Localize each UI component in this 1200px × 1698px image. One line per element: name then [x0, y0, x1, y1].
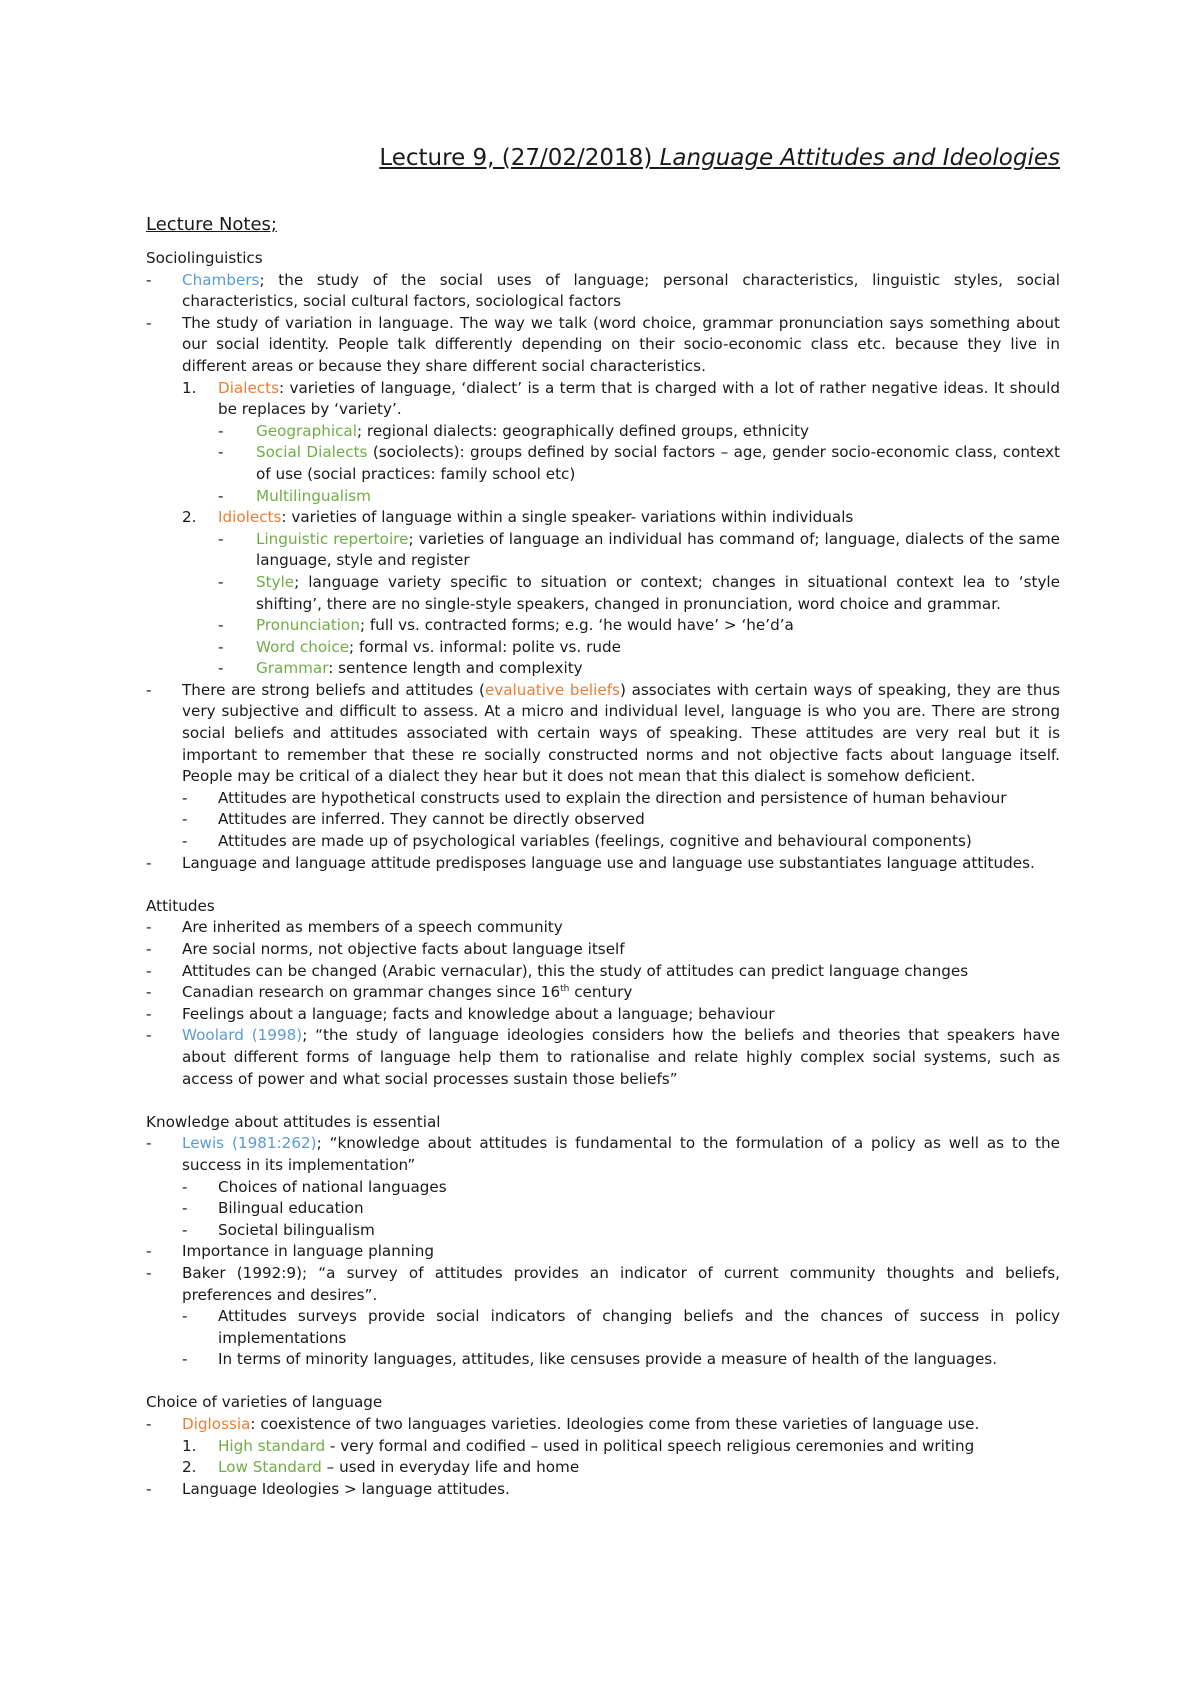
- item-text: ; “the study of language ideologies considers how the beliefs and theories that speakers have about different forms of language help them to rationalise and relate highly complex social systems, such as access of power and what social processes sustain those beliefs”: [182, 1026, 1061, 1088]
- item-text: Attitudes are made up of psychological variables (feelings, cognitive and behavioural components): [218, 832, 972, 851]
- highlighted-term: Dialects: [218, 378, 280, 397]
- item-text: Bilingual education: [218, 1199, 364, 1218]
- list-item: [146, 378, 1060, 421]
- item-text: Attitudes can be changed (Arabic vernacular), this the study of attitudes can predict language changes: [182, 961, 969, 980]
- list-marker: -: [218, 443, 224, 462]
- highlighted-term: Geographical: [256, 421, 357, 440]
- list-marker: -: [182, 1199, 188, 1218]
- list-marker: -: [146, 1134, 152, 1153]
- item-text: century: [569, 983, 633, 1002]
- list-item: [146, 270, 1060, 313]
- section: [146, 1112, 1060, 1371]
- highlighted-term: Multilingualism: [256, 486, 371, 505]
- list-item: [146, 529, 1060, 572]
- list-marker: -: [146, 918, 152, 937]
- title-italic: Language Attitudes and Ideologies: [659, 145, 1060, 171]
- list-item: [146, 1479, 1060, 1501]
- list-item: [146, 939, 1060, 961]
- item-text: : varieties of language within a single speaker- variations within individuals: [281, 508, 854, 527]
- list-item: [146, 1263, 1060, 1306]
- list-item: [146, 982, 1060, 1004]
- item-text: ; “knowledge about attitudes is fundamental to the formulation of a policy as well as to the success in its implementation”: [182, 1134, 1060, 1174]
- list-marker: -: [182, 788, 188, 807]
- list-item: [146, 1220, 1060, 1242]
- highlighted-term: Woolard (1998): [182, 1026, 303, 1045]
- highlighted-term: High standard: [218, 1436, 326, 1455]
- item-text: Choices of national languages: [218, 1177, 447, 1196]
- list-marker: -: [146, 313, 152, 332]
- highlighted-term: Idiolects: [218, 508, 282, 527]
- list-item: [146, 1349, 1060, 1371]
- list-item: [146, 658, 1060, 680]
- section: [146, 248, 1060, 874]
- highlighted-term: Pronunciation: [256, 616, 360, 635]
- list-item: [146, 572, 1060, 615]
- item-text: Feelings about a language; facts and knowledge about a language; behaviour: [182, 1004, 775, 1023]
- item-text: The study of variation in language. The way we talk (word choice, grammar pronunciation says something about our social identity. People talk differently depending on their socio-economic class etc. because they live in different areas or because they share different social characteristics.: [182, 313, 1060, 375]
- highlighted-term: Diglossia: [182, 1415, 251, 1434]
- list-marker: -: [182, 1220, 188, 1239]
- list-marker: -: [182, 832, 188, 851]
- item-text: Attitudes surveys provide social indicators of changing beliefs and the chances of success in policy implementations: [218, 1307, 1060, 1347]
- list-item: [146, 1177, 1060, 1199]
- item-text: ; formal vs. informal: polite vs. rude: [349, 637, 621, 656]
- section: [146, 1392, 1060, 1500]
- list-marker: -: [218, 529, 224, 548]
- item-text: ; language variety specific to situation or context; changes in situational context lea to ‘style shifting’, there are no single-style speakers, changed in pronunciation, word choice and grammar.: [256, 572, 1060, 613]
- list-marker: -: [182, 810, 188, 829]
- list-item: [146, 917, 1060, 939]
- list-marker: -: [218, 572, 224, 591]
- item-text: : sentence length and complexity: [328, 659, 583, 678]
- list-item: [146, 1198, 1060, 1220]
- highlighted-term: evaluative beliefs: [484, 680, 620, 699]
- title-prefix: Lecture 9, (27/02/2018): [379, 145, 660, 171]
- section-heading: Attitudes: [146, 896, 215, 915]
- section-heading: Choice of varieties of language: [146, 1393, 383, 1412]
- highlighted-term: Linguistic repertoire: [256, 529, 409, 548]
- item-text: th: [560, 984, 570, 995]
- list-item: [146, 1436, 1060, 1458]
- highlighted-term: Low Standard: [218, 1458, 322, 1477]
- item-text: Are inherited as members of a speech community: [182, 918, 563, 937]
- section-heading: Sociolinguistics: [146, 249, 263, 267]
- item-text: : coexistence of two languages varieties. Ideologies come from these varieties of language use.: [250, 1415, 980, 1434]
- item-text: Attitudes are hypothetical constructs used to explain the direction and persistence of human behaviour: [218, 788, 1007, 807]
- section-gap: [146, 1090, 1060, 1112]
- list-item: [146, 961, 1060, 983]
- list-marker: 2.: [182, 508, 197, 527]
- list-marker: -: [218, 659, 224, 678]
- item-text: (sociolects): groups defined by social factors – age, gender socio-economic class, context of use (social practices: family school etc): [256, 443, 1061, 483]
- list-marker: -: [146, 853, 152, 872]
- item-text: Language and language attitude predisposes language use and language use substantiates language attitudes.: [182, 853, 1035, 872]
- highlighted-term: Lewis (1981:262): [182, 1134, 317, 1153]
- list-item: [146, 853, 1060, 875]
- lecture-notes-heading: Lecture Notes;: [146, 214, 278, 235]
- list-marker: -: [218, 486, 224, 505]
- item-text: Language Ideologies > language attitudes.: [182, 1479, 510, 1498]
- list-marker: -: [146, 1004, 152, 1023]
- item-text: ; the study of the social uses of language; personal characteristics, linguistic styles, social characteristics, social cultural factors, sociological factors: [182, 270, 1060, 311]
- list-item: [146, 1414, 1060, 1436]
- item-text: ; regional dialects: geographically defined groups, ethnicity: [356, 421, 810, 440]
- list-marker: -: [182, 1350, 188, 1369]
- section: [146, 896, 1060, 1090]
- list-item: [146, 486, 1060, 508]
- list-marker: -: [218, 637, 224, 656]
- highlighted-term: Style: [256, 572, 295, 591]
- list-item: [146, 1004, 1060, 1026]
- item-text: ; varieties of language an individual has command of; language, dialects of the same language, style and register: [256, 529, 1060, 570]
- section-heading: Knowledge about attitudes is essential: [146, 1112, 441, 1131]
- highlighted-term: Grammar: [256, 659, 329, 678]
- list-marker: -: [146, 940, 152, 958]
- list-item: [146, 809, 1060, 831]
- list-marker: 2.: [182, 1458, 197, 1477]
- item-text: - very formal and codified – used in political speech religious ceremonies and writing: [325, 1436, 975, 1455]
- item-text: ; full vs. contracted forms; e.g. ‘he would have’ > ‘he’d’a: [359, 616, 794, 635]
- list-item: [146, 1133, 1060, 1176]
- item-text: Societal bilingualism: [218, 1220, 375, 1239]
- item-text: : varieties of language, ‘dialect’ is a term that is charged with a lot of rather negative ideas. It should be replaces by ‘variety’.: [218, 378, 1060, 419]
- item-text: ) associates with certain ways of speaking, they are thus very subjective and difficult to assess. At a micro and individual level, language is who you are. There are strong social beliefs and attitudes associated with certain ways of speaking. These attitudes are very real but it is important to remember that these re socially constructed norms and not objective facts about language itself. People may be critical of a dialect they hear but it does not mean that this dialect is somehow deficient.: [182, 680, 1061, 786]
- list-marker: -: [146, 680, 152, 699]
- list-marker: -: [146, 1479, 152, 1498]
- list-marker: -: [146, 961, 152, 980]
- list-item: [146, 788, 1060, 810]
- item-text: In terms of minority languages, attitudes, like censuses provide a measure of health of the languages.: [218, 1350, 998, 1369]
- list-marker: -: [146, 983, 152, 1002]
- item-text: – used in everyday life and home: [321, 1458, 580, 1477]
- section-gap: [146, 874, 1060, 896]
- list-item: [146, 1025, 1060, 1090]
- list-item: [146, 1306, 1060, 1349]
- list-item: [146, 637, 1060, 659]
- list-item: [146, 421, 1060, 443]
- list-marker: -: [146, 1242, 152, 1261]
- list-item: [146, 507, 1060, 529]
- highlighted-term: Word choice: [256, 637, 350, 656]
- list-marker: -: [218, 616, 224, 635]
- list-marker: -: [218, 421, 224, 440]
- highlighted-term: Chambers: [182, 270, 260, 289]
- section-gap: [146, 1371, 1060, 1393]
- item-text: Baker (1992:9); “a survey of attitudes provides an indicator of current community thoughts and beliefs, preferences and desires”.: [182, 1263, 1060, 1304]
- item-text: Importance in language planning: [182, 1242, 434, 1261]
- list-item: [146, 1457, 1060, 1479]
- list-marker: -: [146, 1026, 152, 1045]
- list-item: [146, 1241, 1060, 1263]
- item-text: Attitudes are inferred. They cannot be directly observed: [218, 810, 645, 829]
- list-item: [146, 442, 1060, 485]
- list-item: [146, 313, 1060, 378]
- lecture-content: [146, 212, 1060, 1500]
- list-marker: 1.: [182, 378, 197, 397]
- list-marker: -: [182, 1177, 188, 1196]
- list-marker: -: [146, 270, 152, 289]
- item-text: Are social norms, not objective facts about language itself: [182, 940, 625, 958]
- list-marker: -: [182, 1307, 188, 1326]
- item-text: There are strong beliefs and attitudes (: [182, 680, 485, 699]
- list-marker: 1.: [182, 1436, 197, 1455]
- item-text: Canadian research on grammar changes since 16: [182, 983, 561, 1002]
- highlighted-term: Social Dialects: [256, 443, 368, 462]
- list-item: [146, 831, 1060, 853]
- lecture-title: [146, 143, 1060, 173]
- list-marker: -: [146, 1263, 152, 1282]
- list-item: [146, 680, 1060, 788]
- list-item: [146, 615, 1060, 637]
- list-marker: -: [146, 1415, 152, 1434]
